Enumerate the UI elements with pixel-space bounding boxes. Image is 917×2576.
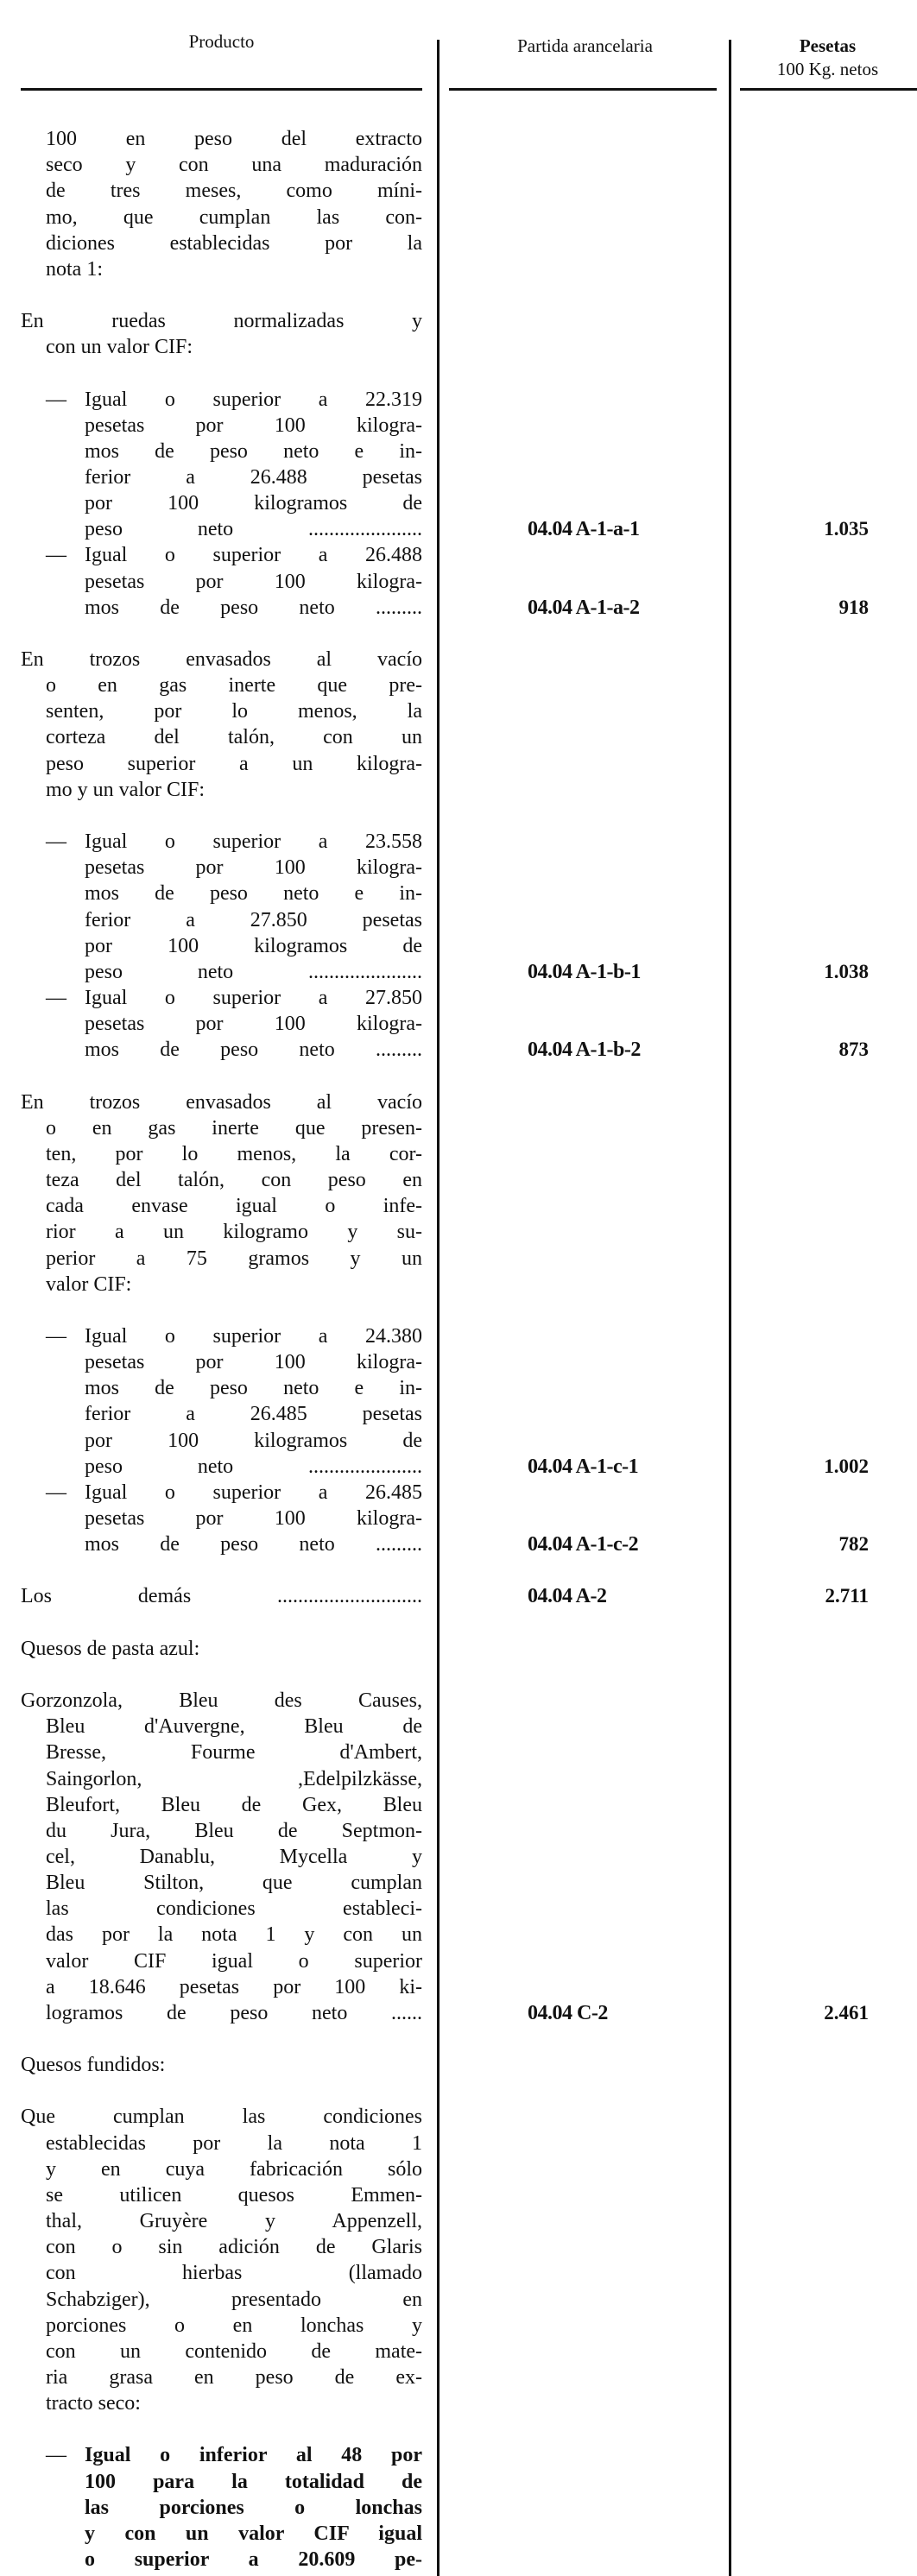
product-text-line: Que cumplan las condiciones xyxy=(21,2106,422,2129)
product-text-line: pesetas por 100 kilogra- xyxy=(85,414,422,437)
product-text-line: porciones o en lonchas y xyxy=(46,2314,422,2337)
product-text-line: ferior a 26.485 pesetas xyxy=(85,1403,422,1426)
tariff-code: 04.04 C-2 xyxy=(528,2001,608,2024)
product-text-line: Bresse, Fourme d'Ambert, xyxy=(46,1741,422,1765)
em-dash-bullet: — xyxy=(46,986,66,1009)
header-rule-pesetas xyxy=(740,88,917,91)
product-text-line: Igual o superior a 26.485 xyxy=(85,1481,422,1504)
product-text-line: Quesos fundidos: xyxy=(21,2054,166,2077)
tariff-code: 04.04 A-1-c-2 xyxy=(528,1533,639,1556)
product-text-line: teza del talón, con peso en xyxy=(46,1169,422,1191)
pesetas-value: 2.711 xyxy=(825,1585,869,1607)
header-rule-partida xyxy=(449,88,717,91)
product-text-line: Igual o superior a 23.558 xyxy=(85,830,422,853)
product-text-line: thal, Gruyère y Appenzell, xyxy=(46,2210,422,2232)
product-text-line: Igual o superior a 22.319 xyxy=(85,388,422,411)
product-text-line: por 100 kilogramos de xyxy=(85,934,422,957)
product-text-line: tracto seco: xyxy=(46,2392,141,2415)
product-text-line: Quesos de pasta azul: xyxy=(21,1637,200,1660)
product-text-line: mos de peso neto e in- xyxy=(85,882,422,906)
product-text-line: logramos de peso neto ...... xyxy=(46,2001,422,2024)
product-text-line: pesetas por 100 kilogra- xyxy=(85,1507,422,1530)
product-text-line: ferior a 26.488 pesetas xyxy=(85,465,422,489)
header-rule-producto xyxy=(21,88,422,91)
product-text-line: En trozos envasados al vacío xyxy=(21,648,422,671)
em-dash-bullet: — xyxy=(46,830,66,853)
tariff-code: 04.04 A-1-a-1 xyxy=(528,518,640,541)
product-text-line: las porciones o lonchas xyxy=(85,2496,422,2519)
product-text-line: Bleu Stilton, que cumplan xyxy=(46,1872,422,1895)
product-text-line: valor CIF: xyxy=(46,1272,132,1296)
header-producto: Producto xyxy=(188,31,255,52)
product-text-line: o en gas inerte que pre- xyxy=(46,674,422,698)
product-text-line: mos de peso neto ......... xyxy=(85,596,422,619)
product-text-line: Schabziger), presentado en xyxy=(46,2288,422,2311)
product-text-line: peso neto ...................... xyxy=(85,518,422,541)
header-pesetas-unit: 100 Kg. netos xyxy=(776,59,879,79)
product-text-line: cada envase igual o infe- xyxy=(46,1195,422,1218)
tariff-code: 04.04 A-1-a-2 xyxy=(528,596,640,619)
product-text-line: de tres meses, como míni- xyxy=(46,180,422,203)
product-text-line: Igual o superior a 26.488 xyxy=(85,544,422,567)
em-dash-bullet: — xyxy=(46,388,66,411)
product-text-line: En trozos envasados al vacío xyxy=(21,1090,422,1114)
product-text-line: Igual o superior a 24.380 xyxy=(85,1324,422,1348)
product-text-line: peso neto ...................... xyxy=(85,960,422,983)
em-dash-bullet: — xyxy=(46,2444,66,2467)
product-text-line: con hierbas (llamado xyxy=(46,2262,422,2285)
product-text-line: ria grasa en peso de ex- xyxy=(46,2365,422,2389)
product-text-line: con un valor CIF: xyxy=(46,336,193,359)
pesetas-value: 2.461 xyxy=(824,2001,869,2024)
product-text-line: rior a un kilogramo y su- xyxy=(46,1221,422,1244)
column-divider-2 xyxy=(729,40,731,2576)
pesetas-value: 1.038 xyxy=(824,960,869,982)
product-text-line: senten, por lo menos, la xyxy=(46,700,422,723)
product-text-line: Igual o superior a 27.850 xyxy=(85,986,422,1009)
product-text-line: das por la nota 1 y con un xyxy=(46,1923,422,1947)
product-text-line: pesetas por 100 kilogra- xyxy=(85,1351,422,1374)
tariff-code: 04.04 A-1-b-1 xyxy=(528,960,641,983)
product-text-line: por 100 kilogramos de xyxy=(85,492,422,515)
product-text-line: corteza del talón, con un xyxy=(46,726,422,749)
product-text-line: Los demás ............................ xyxy=(21,1585,422,1608)
pesetas-value: 1.035 xyxy=(824,518,869,540)
em-dash-bullet: — xyxy=(46,544,66,567)
tariff-code: 04.04 A-1-c-1 xyxy=(528,1455,639,1478)
product-text-line: y en cuya fabricación sólo xyxy=(46,2157,422,2181)
product-text-line: ten, por lo menos, la cor- xyxy=(46,1142,422,1165)
product-text-line: pesetas por 100 kilogra- xyxy=(85,1013,422,1036)
product-text-line: Bleu d'Auvergne, Bleu de xyxy=(46,1715,422,1739)
pesetas-value: 782 xyxy=(838,1533,869,1556)
product-text-line: las condiciones estableci- xyxy=(46,1897,422,1921)
product-text-line: Gorzonzola, Bleu des Causes, xyxy=(21,1689,422,1712)
tariff-code: 04.04 A-2 xyxy=(528,1585,607,1608)
product-text-line: mo, que cumplan las con- xyxy=(46,205,422,229)
column-divider-1 xyxy=(437,40,440,2576)
product-text-line: valor CIF igual o superior xyxy=(46,1949,422,1973)
pesetas-value: 1.002 xyxy=(824,1455,869,1477)
product-text-line: y con un valor CIF igual xyxy=(85,2522,422,2545)
product-text-line: con o sin adición de Glaris xyxy=(46,2236,422,2259)
product-text-line: mos de peso neto ......... xyxy=(85,1533,422,1556)
product-text-line: Bleufort, Bleu de Gex, Bleu xyxy=(46,1793,422,1816)
product-text-line: peso superior a un kilogra- xyxy=(46,752,422,775)
product-text-line: mos de peso neto e in- xyxy=(85,1377,422,1400)
product-text-line: a 18.646 pesetas por 100 ki- xyxy=(46,1975,422,1998)
product-text-line: se utilicen quesos Emmen- xyxy=(46,2183,422,2207)
product-text-line: du Jura, Bleu de Septmon- xyxy=(46,1819,422,1842)
header-partida-arancelaria: Partida arancelaria xyxy=(517,35,653,56)
product-text-line: mo y un valor CIF: xyxy=(46,778,205,801)
pesetas-value: 918 xyxy=(838,596,869,618)
header-pesetas: Pesetas xyxy=(799,35,857,56)
product-text-line: peso neto ...................... xyxy=(85,1455,422,1478)
product-text-line: nota 1: xyxy=(46,257,103,281)
tariff-code: 04.04 A-1-b-2 xyxy=(528,1039,641,1062)
product-text-line: diciones establecidas por la xyxy=(46,231,422,255)
product-text-line: ferior a 27.850 pesetas xyxy=(85,908,422,931)
product-text-line: 100 en peso del extracto xyxy=(46,128,422,150)
product-text-line: En ruedas normalizadas y xyxy=(21,310,422,332)
product-text-line: mos de peso neto e in- xyxy=(85,439,422,463)
product-text-line: 100 para la totalidad de xyxy=(85,2470,422,2493)
product-text-line: con un contenido de mate- xyxy=(46,2339,422,2363)
product-text-line: o superior a 20.609 pe- xyxy=(85,2548,422,2571)
product-text-line: pesetas por 100 kilogra- xyxy=(85,856,422,880)
product-text-line: pesetas por 100 kilogra- xyxy=(85,570,422,593)
product-text-line: por 100 kilogramos de xyxy=(85,1429,422,1452)
em-dash-bullet: — xyxy=(46,1481,66,1504)
product-text-line: seco y con una maduración xyxy=(46,154,422,177)
product-text-line: Igual o inferior al 48 por xyxy=(85,2444,422,2467)
product-text-line: cel, Danablu, Mycella y xyxy=(46,1845,422,1868)
product-text-line: Saingorlon, ,Edelpilzkässe, xyxy=(46,1767,422,1790)
product-text-line: o en gas inerte que presen- xyxy=(46,1116,422,1140)
product-text-line: perior a 75 gramos y un xyxy=(46,1247,422,1270)
pesetas-value: 873 xyxy=(838,1039,869,1061)
em-dash-bullet: — xyxy=(46,1324,66,1348)
product-text-line: mos de peso neto ......... xyxy=(85,1039,422,1062)
product-text-line: establecidas por la nota 1 xyxy=(46,2131,422,2155)
